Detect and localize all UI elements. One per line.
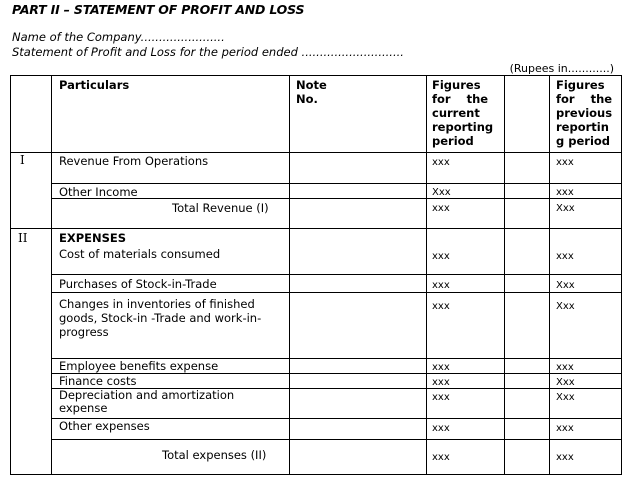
section-rule [10, 228, 622, 229]
line-item-label: Finance costs [59, 374, 137, 388]
column-divider [426, 75, 427, 475]
current-period-header-line: for the [432, 92, 489, 106]
current-period-value: Xxx [432, 187, 451, 198]
column-divider [289, 75, 290, 475]
current-period-value: xxx [432, 280, 450, 291]
current-period-header-line: reporting [432, 120, 494, 134]
previous-period-header-line: g period [556, 134, 611, 148]
company-name-line: Name of the Company....................... [12, 30, 225, 44]
row-rule [51, 373, 622, 374]
current-period-value: xxx [432, 377, 450, 388]
line-item-label: Other Income [59, 185, 138, 199]
column-divider [549, 75, 550, 475]
statement-title: PART II – STATEMENT OF PROFIT AND LOSS [12, 2, 305, 17]
line-item-label: Revenue From Operations [59, 154, 209, 168]
previous-period-value: Xxx [556, 280, 575, 291]
row-rule [51, 439, 622, 440]
previous-period-value: xxx [556, 187, 574, 198]
period-line: Statement of Profit and Loss for the period ended ............................ [12, 45, 404, 59]
line-item-label: Cost of materials consumed [59, 247, 221, 261]
previous-period-value: Xxx [556, 203, 575, 214]
current-period-header-line: Figures [432, 78, 481, 92]
current-period-value: xxx [432, 203, 450, 214]
previous-period-header-line: previous [556, 106, 613, 120]
current-period-value: xxx [432, 423, 450, 434]
previous-period-value: Xxx [556, 392, 575, 403]
units-note: (Rupees in............) [509, 62, 614, 75]
total-revenue-label: Total Revenue (I) [172, 201, 269, 215]
section-number: I [20, 153, 25, 167]
current-period-value: xxx [432, 251, 450, 262]
statement-table [10, 75, 622, 475]
current-period-value: xxx [432, 301, 450, 312]
line-item-label: Employee benefits expense [59, 359, 219, 373]
row-rule [51, 292, 622, 293]
total-expenses-label: Total expenses (II) [162, 448, 267, 462]
current-period-value: xxx [432, 392, 450, 403]
current-period-value: xxx [432, 452, 450, 463]
expenses-heading: EXPENSES [59, 231, 127, 245]
line-item-label: Other expenses [59, 419, 150, 433]
current-period-value: xxx [432, 157, 450, 168]
previous-period-value: Xxx [556, 377, 575, 388]
line-item-label: Purchases of Stock-in-Trade [59, 277, 217, 291]
note-no-header: Note No. [296, 78, 327, 106]
particulars-header: Particulars [59, 78, 130, 92]
previous-period-value: xxx [556, 423, 574, 434]
previous-period-value: xxx [556, 452, 574, 463]
previous-period-value: Xxx [556, 301, 575, 312]
row-rule [51, 183, 622, 184]
header-rule [10, 152, 622, 153]
current-period-header-line: current [432, 106, 480, 120]
previous-period-value: xxx [556, 362, 574, 373]
line-item-label: Depreciation and amortization expense [59, 388, 235, 415]
previous-period-value: xxx [556, 251, 574, 262]
previous-period-header-line: reportin [556, 120, 609, 134]
current-period-header-line: period [432, 134, 474, 148]
previous-period-header-line: for the [556, 92, 613, 106]
column-divider [51, 75, 52, 475]
section-number: II [18, 231, 28, 245]
column-divider [504, 75, 505, 475]
current-period-value: xxx [432, 362, 450, 373]
line-item-label: Changes in inventories of finished goods, Stock-in -Trade and work-in-progress [59, 297, 262, 339]
previous-period-header-line: Figures [556, 78, 605, 92]
previous-period-value: xxx [556, 157, 574, 168]
row-rule [51, 274, 622, 275]
